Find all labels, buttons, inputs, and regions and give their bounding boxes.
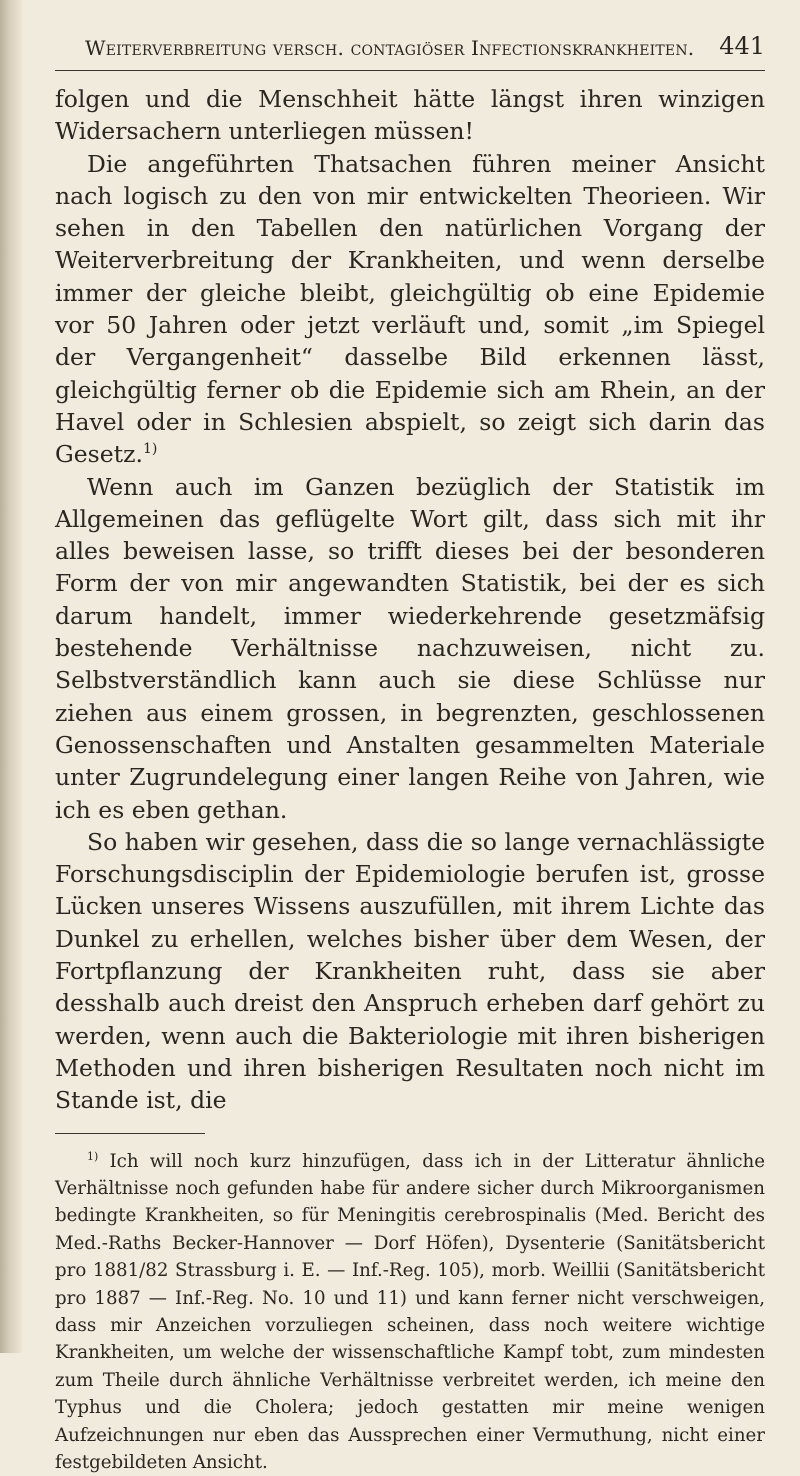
footnote [55, 1148, 765, 1476]
paragraph-3: Wenn auch im Ganzen bezüglich der Statistik im Allgemeinen das geflügelte Wort gilt, dass sich mit ihr alles beweisen lasse, so trifft dieses bei der besonderen Form der von mir angewandten Statistik, bei der es sich darum handelt, immer wiederkehrende gesetzmäfsig bestehende Verhältnisse nachzuweisen, nicht zu. Selbstverständlich kann auch sie diese Schlüsse nur ziehen aus einem grossen, in begrenzten, geschlossenen Genossenschaften und Anstalten gesammelten Materiale unter Zugrundelegung einer langen Reihe von Jahren, wie ich es eben gethan. [55, 471, 765, 826]
paragraph-4: So haben wir gesehen, dass die so lange vernachlässigte Forschungsdisciplin der Epidemiologie berufen ist, grosse Lücken unseres Wissens auszufüllen, mit ihrem Lichte das Dunkel zu erhellen, welches bisher über dem Wesen, der Fortpflanzung der Krankheiten ruht, dass sie aber desshalb auch dreist den Anspruch erheben darf gehört zu werden, wenn auch die Bakteriologie mit ihren bisherigen Methoden und ihren bisherigen Resultaten noch nicht im Stande ist, die [55, 826, 765, 1117]
footnote-reference: 1) [143, 441, 157, 457]
book-page [55, 30, 765, 1476]
running-title: Weiterverbreitung versch. contagiöser Infectionskrankheiten. [85, 36, 694, 60]
footnote-separator [55, 1133, 205, 1134]
footnote-marker: 1) [87, 1149, 98, 1162]
page-number: 441 [719, 32, 765, 60]
footnote-text: Ich will noch kurz hinzufügen, dass ich in der Litteratur ähnliche Verhältnisse noch gefunden habe für andere sicher durch Mikroorganismen bedingte Krankheiten, so für Meningitis cerebrospinalis (Med. Bericht des Med.-Raths Becker-Hannover — Dorf Höfen), Dysenterie (Sanitätsbericht pro 1881/82 Strassburg i. E. — Inf.-Reg. 105), morb. Weillii (Sanitätsbericht pro 1887 — Inf.-Reg. No. 10 und 11) und kann ferner nicht verschweigen, dass mir Anzeichen vorzuliegen scheinen, dass noch weitere wichtige Krankheiten, um welche der wissenschaftliche Kampf tobt, zum mindesten zum Theile durch ähnliche Verhältnisse verbreitet werden, ich meine den Typhus und die Cholera; jedoch gestatten mir meine wenigen Aufzeichnungen nur eben das Aussprechen einer Vermuthung, nicht einer festgebildeten Ansicht. [55, 1151, 765, 1473]
paragraph-1: folgen und die Menschheit hätte längst ihren winzigen Widersachern unterliegen müssen! [55, 83, 765, 148]
running-head [55, 30, 765, 71]
body-text [55, 83, 765, 1117]
paragraph-2-text: Die angeführten Thatsachen führen meiner Ansicht nach logisch zu den von mir entwickelten Theorieen. Wir sehen in den Tabellen den natürlichen Vorgang der Weiterverbreitung der Krankheiten, und wenn derselbe immer der gleiche bleibt, gleichgültig ob eine Epidemie vor 50 Jahren oder jetzt verläuft und, somit „im Spiegel der Vergangenheit“ dasselbe Bild erkennen lässt, gleichgültig ferner ob die Epidemie sich am Rhein, an der Havel oder in Schlesien abspielt, so zeigt sich darin das Gesetz. [55, 150, 765, 469]
paragraph-2 [55, 148, 765, 471]
page-binding-shadow [0, 0, 22, 1353]
